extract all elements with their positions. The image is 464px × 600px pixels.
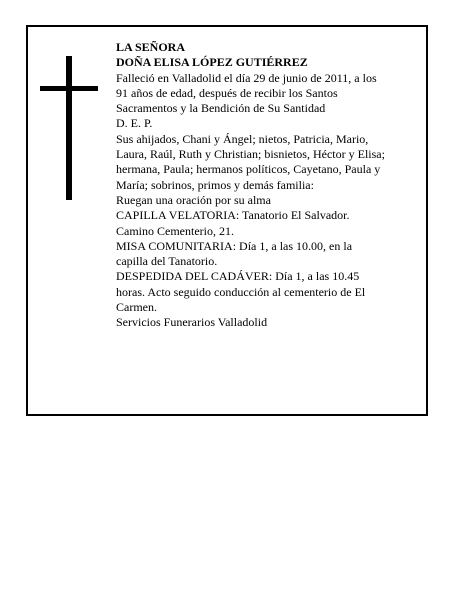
- notice-text: [116, 40, 416, 331]
- cross-vertical-bar: [66, 56, 72, 200]
- obituary-notice: [26, 25, 428, 416]
- cross-horizontal-bar: [40, 86, 98, 91]
- notice-line: MISA COMUNITARIA: Día 1, a las 10.00, en la: [116, 238, 353, 253]
- notice-line: 91 años de edad, después de recibir los Santos: [116, 85, 338, 100]
- notice-line: Servicios Funerarios Valladolid: [116, 315, 268, 330]
- notice-line: Camino Cementerio, 21.: [116, 223, 234, 238]
- notice-line: Sus ahijados, Chani y Ángel; nietos, Patricia, Mario,: [116, 131, 369, 146]
- notice-line: D. E. P.: [116, 116, 153, 131]
- cross-icon: [40, 56, 98, 200]
- notice-line: Carmen.: [116, 300, 157, 315]
- notice-line: horas. Acto seguido conducción al cementerio de El: [116, 284, 366, 299]
- notice-line: Falleció en Valladolid el día 29 de junio de 2011, a los: [116, 70, 377, 85]
- notice-line: hermana, Paula; hermanos políticos, Cayetano, Paula y: [116, 162, 381, 177]
- deceased-name: DOÑA ELISA LÓPEZ GUTIÉRREZ: [116, 55, 308, 70]
- notice-heading: LA SEÑORA: [116, 40, 186, 54]
- notice-line: CAPILLA VELATORIA: Tanatorio El Salvador.: [116, 208, 350, 223]
- notice-line: Sacramentos y la Bendición de Su Santidad: [116, 101, 326, 116]
- notice-line: DESPEDIDA DEL CADÁVER: Día 1, a las 10.45: [116, 269, 360, 284]
- notice-line: Laura, Raúl, Ruth y Christian; bisnietos, Héctor y Elisa;: [116, 147, 385, 162]
- notice-line: Ruegan una oración por su alma: [116, 192, 271, 207]
- notice-line: María; sobrinos, primos y demás familia:: [116, 177, 314, 192]
- notice-line: capilla del Tanatorio.: [116, 254, 218, 269]
